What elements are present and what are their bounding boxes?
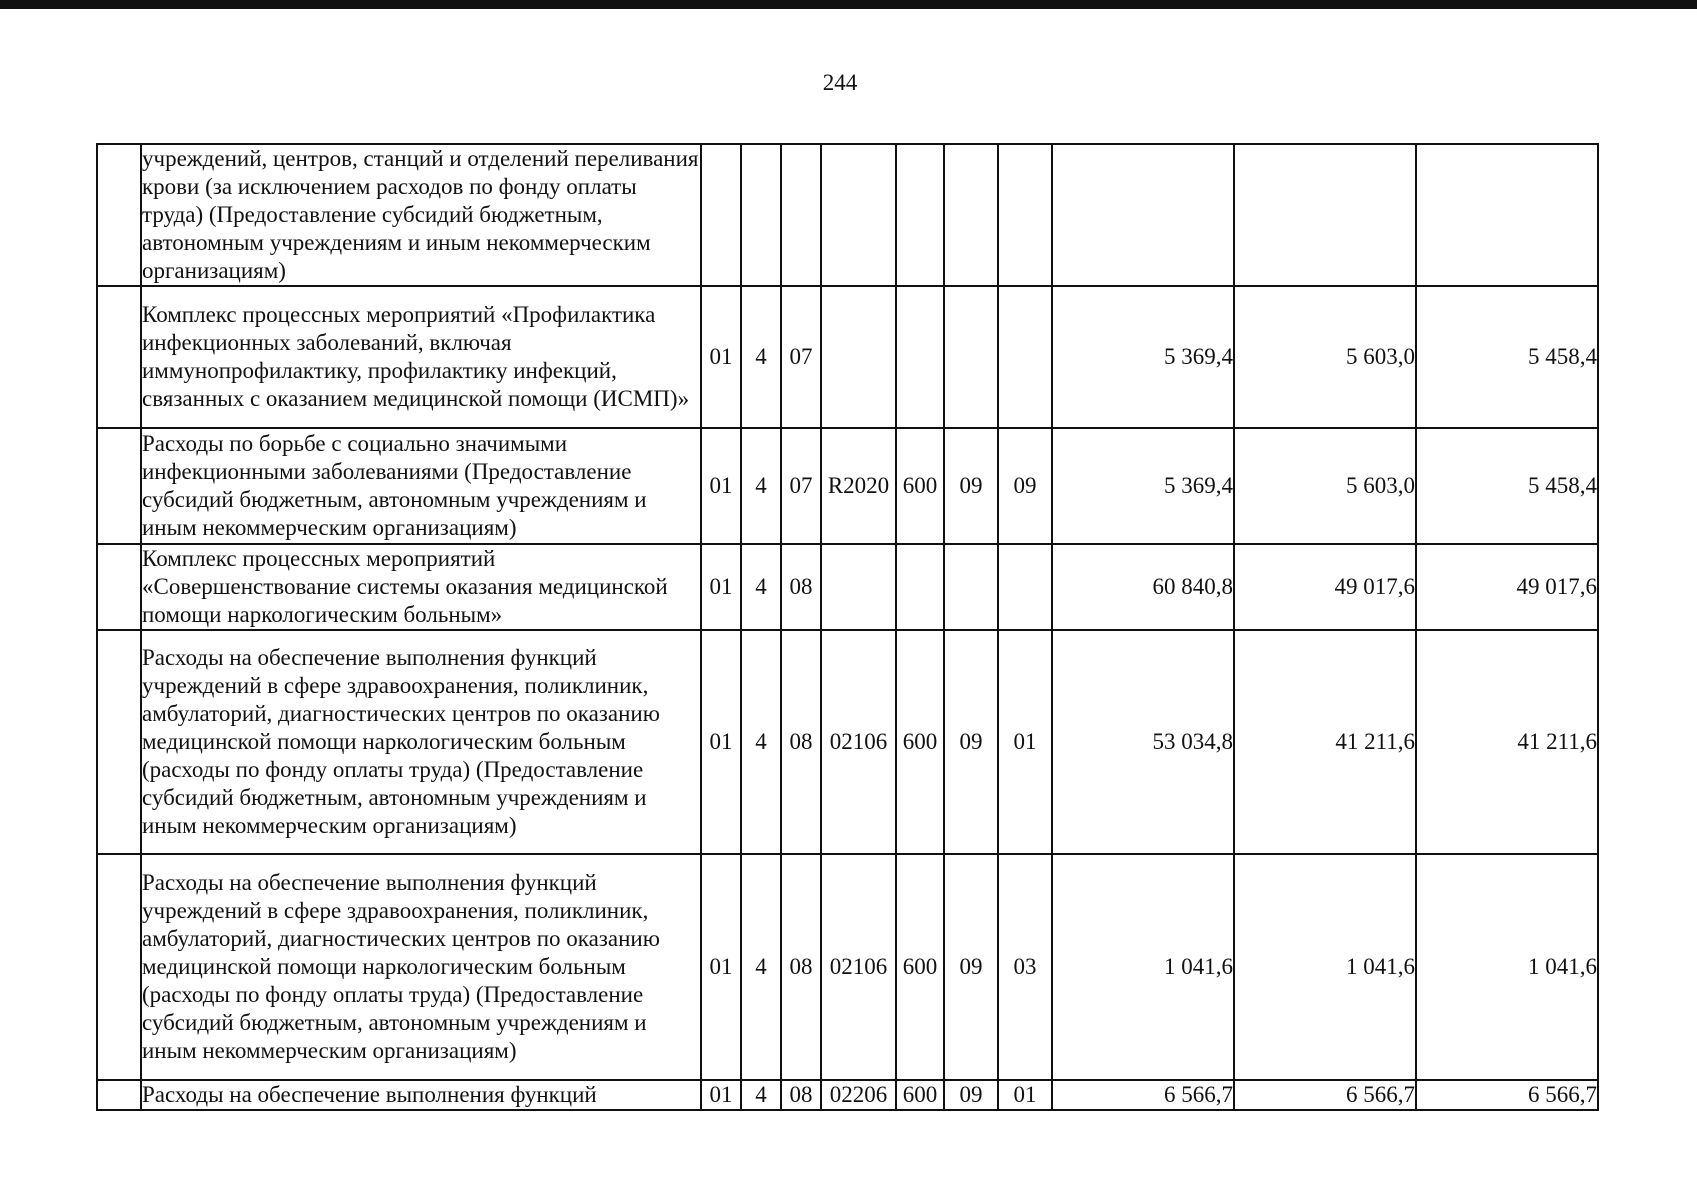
- amount-year-1: 60 840,8: [1052, 544, 1234, 630]
- subsection-code: 03: [998, 854, 1052, 1080]
- code-cell: 07: [781, 428, 821, 544]
- code-cell: [741, 144, 781, 286]
- code-cell: 08: [781, 854, 821, 1080]
- code-cell: 4: [741, 630, 781, 854]
- row-number-cell: [97, 1080, 141, 1110]
- target-item-code: 02206: [821, 1080, 896, 1110]
- amount-year-1: 5 369,4: [1052, 286, 1234, 428]
- expense-type-code: 600: [896, 1080, 944, 1110]
- table-row: [97, 630, 1598, 854]
- amount-year-2: 6 566,7: [1234, 1080, 1416, 1110]
- section-code: 09: [944, 428, 998, 544]
- expense-name: Комплекс процессных мероприятий «Профилактика инфекционных заболеваний, включая иммунопрофилактику, профилактику инфекций, связанных с оказанием медицинской помощи (ИСМП)»: [141, 286, 701, 428]
- expense-type-code: [896, 286, 944, 428]
- expense-name: Расходы на обеспечение выполнения функций учреждений в сфере здравоохранения, поликлиник, амбулаторий, диагностических центров по оказанию медицинской помощи наркологическим больным (расходы по фонду оплаты труда) (Предоставление субсидий бюджетным, автономным учреждениям и иным некоммерческим организациям): [141, 630, 701, 854]
- subsection-code: [998, 544, 1052, 630]
- amount-year-1: [1052, 144, 1234, 286]
- expense-name: Расходы по борьбе с социально значимыми инфекционными заболеваниями (Предоставление субсидий бюджетным, автономным учреждениям и иным некоммерческим организациям): [141, 428, 701, 544]
- target-item-code: 02106: [821, 630, 896, 854]
- subsection-code: 01: [998, 1080, 1052, 1110]
- expense-type-code: 600: [896, 428, 944, 544]
- scan-top-edge: [0, 0, 1697, 9]
- code-cell: 4: [741, 1080, 781, 1110]
- row-number-cell: [97, 630, 141, 854]
- code-cell: [701, 144, 741, 286]
- amount-year-2: 5 603,0: [1234, 428, 1416, 544]
- amount-year-1: 5 369,4: [1052, 428, 1234, 544]
- target-item-code: [821, 286, 896, 428]
- subsection-code: 01: [998, 630, 1052, 854]
- row-number-cell: [97, 286, 141, 428]
- expense-type-code: 600: [896, 854, 944, 1080]
- row-number-cell: [97, 144, 141, 286]
- subsection-code: [998, 286, 1052, 428]
- page-number: 244: [822, 70, 858, 95]
- code-cell: 01: [701, 544, 741, 630]
- amount-year-3: 6 566,7: [1416, 1080, 1598, 1110]
- row-number-cell: [97, 544, 141, 630]
- amount-year-3: 49 017,6: [1416, 544, 1598, 630]
- code-cell: 4: [741, 544, 781, 630]
- section-code: [944, 544, 998, 630]
- table-row: [97, 854, 1598, 1080]
- expense-name: Расходы на обеспечение выполнения функций: [141, 1080, 701, 1110]
- amount-year-2: [1234, 144, 1416, 286]
- section-code: 09: [944, 854, 998, 1080]
- code-cell: 01: [701, 286, 741, 428]
- row-number-cell: [97, 428, 141, 544]
- code-cell: 4: [741, 286, 781, 428]
- expense-type-code: [896, 144, 944, 286]
- amount-year-2: 1 041,6: [1234, 854, 1416, 1080]
- target-item-code: [821, 144, 896, 286]
- expense-name: учреждений, центров, станций и отделений переливания крови (за исключением расходов по фонду оплаты труда) (Предоставление субсидий бюджетным, автономным учреждениям и иным некоммерческим организациям): [141, 144, 701, 286]
- section-code: [944, 144, 998, 286]
- code-cell: 4: [741, 428, 781, 544]
- amount-year-3: [1416, 144, 1598, 286]
- table-row: [97, 428, 1598, 544]
- section-code: 09: [944, 1080, 998, 1110]
- section-code: 09: [944, 630, 998, 854]
- amount-year-3: 41 211,6: [1416, 630, 1598, 854]
- code-cell: 08: [781, 544, 821, 630]
- target-item-code: [821, 544, 896, 630]
- code-cell: 08: [781, 630, 821, 854]
- code-cell: 08: [781, 1080, 821, 1110]
- amount-year-1: 6 566,7: [1052, 1080, 1234, 1110]
- code-cell: 01: [701, 428, 741, 544]
- code-cell: 01: [701, 630, 741, 854]
- amount-year-2: 41 211,6: [1234, 630, 1416, 854]
- table-row: [97, 144, 1598, 286]
- code-cell: [781, 144, 821, 286]
- amount-year-3: 5 458,4: [1416, 428, 1598, 544]
- target-item-code: 02106: [821, 854, 896, 1080]
- code-cell: 07: [781, 286, 821, 428]
- expense-type-code: [896, 544, 944, 630]
- row-number-cell: [97, 854, 141, 1080]
- expense-name: Расходы на обеспечение выполнения функций учреждений в сфере здравоохранения, поликлиник, амбулаторий, диагностических центров по оказанию медицинской помощи наркологическим больным (расходы по фонду оплаты труда) (Предоставление субсидий бюджетным, автономным учреждениям и иным некоммерческим организациям): [141, 854, 701, 1080]
- expense-name: Комплекс процессных мероприятий «Совершенствование системы оказания медицинской помощи наркологическим больным»: [141, 544, 701, 630]
- code-cell: 4: [741, 854, 781, 1080]
- section-code: [944, 286, 998, 428]
- subsection-code: 09: [998, 428, 1052, 544]
- code-cell: 01: [701, 854, 741, 1080]
- target-item-code: R2020: [821, 428, 896, 544]
- table-row: [97, 544, 1598, 630]
- subsection-code: [998, 144, 1052, 286]
- amount-year-2: 49 017,6: [1234, 544, 1416, 630]
- amount-year-1: 1 041,6: [1052, 854, 1234, 1080]
- budget-table: [96, 143, 1599, 1111]
- expense-type-code: 600: [896, 630, 944, 854]
- amount-year-3: 1 041,6: [1416, 854, 1598, 1080]
- amount-year-3: 5 458,4: [1416, 286, 1598, 428]
- amount-year-2: 5 603,0: [1234, 286, 1416, 428]
- table-row: [97, 286, 1598, 428]
- amount-year-1: 53 034,8: [1052, 630, 1234, 854]
- table-row: [97, 1080, 1598, 1110]
- code-cell: 01: [701, 1080, 741, 1110]
